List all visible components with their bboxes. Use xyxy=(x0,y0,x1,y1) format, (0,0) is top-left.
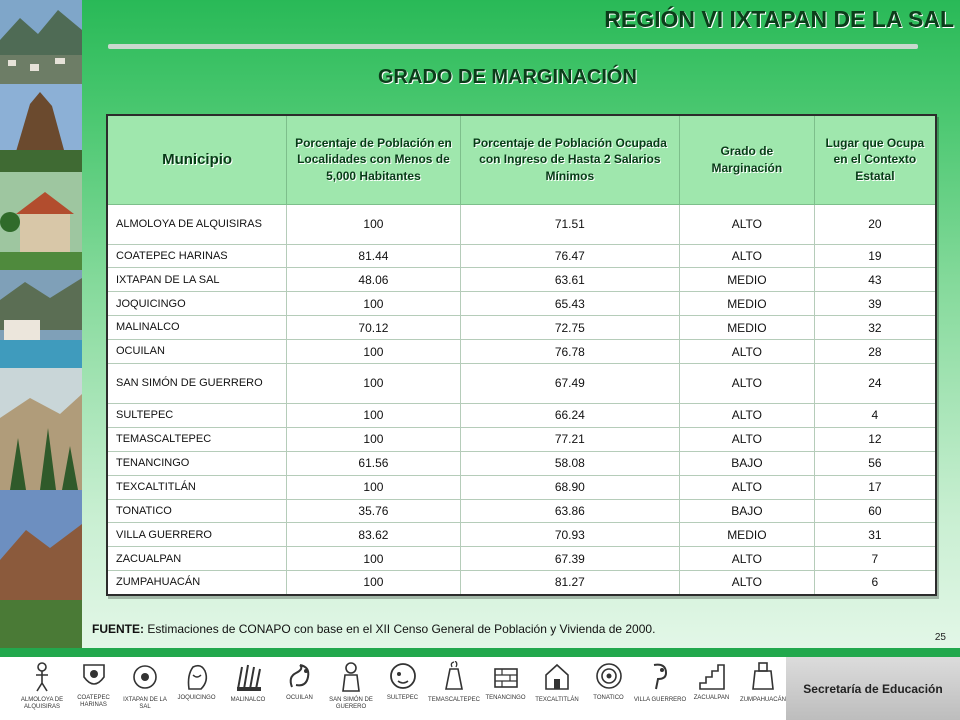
cell-ocupada: 58.08 xyxy=(460,451,679,475)
logo-item xyxy=(323,657,379,720)
logo-label: TEXCALTITLÁN xyxy=(535,697,579,703)
cell-lugar: 43 xyxy=(814,268,936,292)
logo-item xyxy=(14,657,70,720)
glyph-house-icon xyxy=(543,661,571,698)
cell-ocupada: 63.86 xyxy=(460,499,679,523)
table-header-row xyxy=(107,115,936,204)
cell-localidades: 100 xyxy=(287,363,461,403)
cell-municipio: TONATICO xyxy=(107,499,287,523)
cell-lugar: 20 xyxy=(814,204,936,244)
cell-localidades: 81.44 xyxy=(287,244,461,268)
cell-lugar: 24 xyxy=(814,363,936,403)
glyph-pot-icon xyxy=(131,661,159,698)
cell-localidades: 35.76 xyxy=(287,499,461,523)
table-row xyxy=(107,403,936,427)
table-row xyxy=(107,204,936,244)
header-grado-marginacion: Grado de Marginación xyxy=(680,115,815,204)
glyph-figure-icon xyxy=(28,661,56,698)
table-row xyxy=(107,571,936,595)
cell-ocupada: 67.49 xyxy=(460,363,679,403)
cell-localidades: 48.06 xyxy=(287,268,461,292)
logo-label: TENANCINGO xyxy=(485,695,526,701)
logo-label: JOQUICINGO xyxy=(177,695,216,701)
table-row xyxy=(107,363,936,403)
municipality-logo-strip xyxy=(0,657,786,720)
cell-municipio: TEXCALTITLÁN xyxy=(107,475,287,499)
glyph-shield-icon xyxy=(80,661,108,698)
source-note xyxy=(92,622,655,636)
cell-localidades: 100 xyxy=(287,204,461,244)
logo-label: SULTEPEC xyxy=(386,695,419,701)
cell-lugar: 4 xyxy=(814,403,936,427)
glyph-head-icon xyxy=(389,661,417,698)
logo-item xyxy=(735,657,791,720)
cell-ocupada: 63.61 xyxy=(460,268,679,292)
logo-item xyxy=(169,657,225,720)
cell-localidades: 100 xyxy=(287,292,461,316)
rock-peak-photo xyxy=(0,84,82,172)
cell-lugar: 19 xyxy=(814,244,936,268)
glyph-serpent-icon xyxy=(286,661,314,698)
cell-localidades: 100 xyxy=(287,340,461,364)
logo-item xyxy=(272,657,328,720)
cell-municipio: COATEPEC HARINAS xyxy=(107,244,287,268)
secretaria-label: Secretaría de Educación xyxy=(803,681,943,696)
glyph-steps-icon xyxy=(698,661,726,698)
table-row xyxy=(107,427,936,451)
logo-item xyxy=(478,657,534,720)
cell-grado: ALTO xyxy=(680,340,815,364)
logo-label: TONATICO xyxy=(593,695,624,701)
table-row xyxy=(107,292,936,316)
glyph-hand-icon xyxy=(183,661,211,698)
cell-grado: MEDIO xyxy=(680,316,815,340)
glyph-temple-icon xyxy=(749,661,777,698)
bottom-divider xyxy=(0,648,960,657)
marginacion-table xyxy=(106,114,937,596)
cell-localidades: 100 xyxy=(287,427,461,451)
logo-label: IXTAPAN DE LA SAL xyxy=(123,697,167,710)
cell-lugar: 31 xyxy=(814,523,936,547)
cell-grado: ALTO xyxy=(680,403,815,427)
cell-ocupada: 68.90 xyxy=(460,475,679,499)
cell-ocupada: 81.27 xyxy=(460,571,679,595)
cell-ocupada: 66.24 xyxy=(460,403,679,427)
logo-label: ZUMPAHUACÁN xyxy=(740,697,786,703)
cell-municipio: OCUILAN xyxy=(107,340,287,364)
title-divider xyxy=(108,44,918,49)
glyph-sun-icon xyxy=(595,661,623,698)
table-row xyxy=(107,316,936,340)
cell-municipio: SAN SIMÓN DE GUERRERO xyxy=(107,363,287,403)
cell-lugar: 32 xyxy=(814,316,936,340)
cell-municipio: ALMOLOYA DE ALQUISIRAS xyxy=(107,204,287,244)
logo-item xyxy=(632,657,688,720)
logo-label: SAN SIMÓN DE GUERERO xyxy=(329,697,373,710)
cell-ocupada: 70.93 xyxy=(460,523,679,547)
region-title: REGIÓN VI IXTAPAN DE LA SAL xyxy=(604,6,954,32)
cell-lugar: 60 xyxy=(814,499,936,523)
cell-localidades: 61.56 xyxy=(287,451,461,475)
header-poblacion-ocupada: Porcentaje de Población Ocupada con Ingreso de Hasta 2 Salarios Mínimos xyxy=(460,115,679,204)
logo-item xyxy=(220,657,276,720)
cell-municipio: TEMASCALTEPEC xyxy=(107,427,287,451)
logo-label: OCUILAN xyxy=(286,695,313,701)
table-row xyxy=(107,499,936,523)
header-poblacion-localidades: Porcentaje de Población en Localidades con Menos de 5,000 Habitantes xyxy=(287,115,461,204)
cell-localidades: 100 xyxy=(287,571,461,595)
cell-municipio: JOQUICINGO xyxy=(107,292,287,316)
cell-grado: ALTO xyxy=(680,363,815,403)
glyph-wall-icon xyxy=(492,661,520,698)
logo-item xyxy=(581,657,637,720)
header-lugar-ocupa xyxy=(814,115,936,204)
colonial-building-photo xyxy=(0,172,82,270)
cell-ocupada: 76.47 xyxy=(460,244,679,268)
photo-strip xyxy=(0,0,82,648)
cell-lugar: 56 xyxy=(814,451,936,475)
logo-item xyxy=(426,657,482,720)
cell-grado: ALTO xyxy=(680,571,815,595)
mountain-town-photo xyxy=(0,0,82,84)
resort-pool-photo xyxy=(0,270,82,368)
landscape-hill-photo xyxy=(0,490,82,648)
table-row xyxy=(107,340,936,364)
table-body xyxy=(107,204,936,595)
cell-grado: ALTO xyxy=(680,244,815,268)
table-row xyxy=(107,451,936,475)
cell-lugar: 39 xyxy=(814,292,936,316)
cell-grado: ALTO xyxy=(680,475,815,499)
header-municipio: Municipio xyxy=(107,115,287,204)
source-text: Estimaciones de CONAPO con base en el XII Censo General de Población y Vivienda de 2000. xyxy=(144,622,656,636)
forest-valley-photo xyxy=(0,368,82,490)
cell-grado: MEDIO xyxy=(680,523,815,547)
cell-grado: BAJO xyxy=(680,499,815,523)
source-label: FUENTE: xyxy=(92,622,144,636)
cell-grado: MEDIO xyxy=(680,292,815,316)
logo-label: ALMOLOYA DE ALQUISIRAS xyxy=(20,697,64,710)
cell-municipio: VILLA GUERRERO xyxy=(107,523,287,547)
logo-label: MALINALCO xyxy=(230,697,266,703)
logo-label: COATEPEC HARINAS xyxy=(77,695,110,708)
header-lugar-line2: en el Contexto Estatal xyxy=(833,152,917,184)
logo-label: VILLA GUERRERO xyxy=(633,697,687,703)
cell-ocupada: 65.43 xyxy=(460,292,679,316)
cell-localidades: 83.62 xyxy=(287,523,461,547)
header-lugar-line1: Lugar que Ocupa xyxy=(825,135,925,150)
logo-item xyxy=(66,657,122,720)
table-row xyxy=(107,475,936,499)
cell-lugar: 7 xyxy=(814,547,936,571)
table-row xyxy=(107,244,936,268)
cell-ocupada: 72.75 xyxy=(460,316,679,340)
page-number: 25 xyxy=(934,632,946,643)
logo-item xyxy=(375,657,431,720)
cell-municipio: ZACUALPAN xyxy=(107,547,287,571)
cell-lugar: 6 xyxy=(814,571,936,595)
glyph-steam-icon xyxy=(440,661,468,698)
glyph-warrior-icon xyxy=(646,661,674,698)
logo-item xyxy=(684,657,740,720)
cell-municipio: ZUMPAHUACÁN xyxy=(107,571,287,595)
cell-ocupada: 71.51 xyxy=(460,204,679,244)
table-row xyxy=(107,523,936,547)
cell-localidades: 100 xyxy=(287,403,461,427)
cell-localidades: 100 xyxy=(287,475,461,499)
cell-municipio: SULTEPEC xyxy=(107,403,287,427)
cell-grado: ALTO xyxy=(680,204,815,244)
cell-municipio: TENANCINGO xyxy=(107,451,287,475)
logo-item xyxy=(117,657,173,720)
cell-grado: ALTO xyxy=(680,547,815,571)
table-row xyxy=(107,268,936,292)
cell-grado: BAJO xyxy=(680,451,815,475)
secretaria-box xyxy=(786,657,960,720)
glyph-grass-icon xyxy=(234,661,262,698)
cell-ocupada: 67.39 xyxy=(460,547,679,571)
cell-grado: ALTO xyxy=(680,427,815,451)
slide-title: GRADO DE MARGINACIÓN xyxy=(378,66,637,88)
cell-lugar: 28 xyxy=(814,340,936,364)
logo-item xyxy=(529,657,585,720)
logo-label: ZACUALPAN xyxy=(693,695,730,701)
logo-label: TEMASCALTEPEC xyxy=(428,697,480,703)
cell-municipio: MALINALCO xyxy=(107,316,287,340)
cell-ocupada: 77.21 xyxy=(460,427,679,451)
cell-localidades: 70.12 xyxy=(287,316,461,340)
glyph-saint-icon xyxy=(337,661,365,698)
cell-lugar: 17 xyxy=(814,475,936,499)
cell-ocupada: 76.78 xyxy=(460,340,679,364)
table-row xyxy=(107,547,936,571)
cell-grado: MEDIO xyxy=(680,268,815,292)
cell-lugar: 12 xyxy=(814,427,936,451)
cell-localidades: 100 xyxy=(287,547,461,571)
cell-municipio: IXTAPAN DE LA SAL xyxy=(107,268,287,292)
